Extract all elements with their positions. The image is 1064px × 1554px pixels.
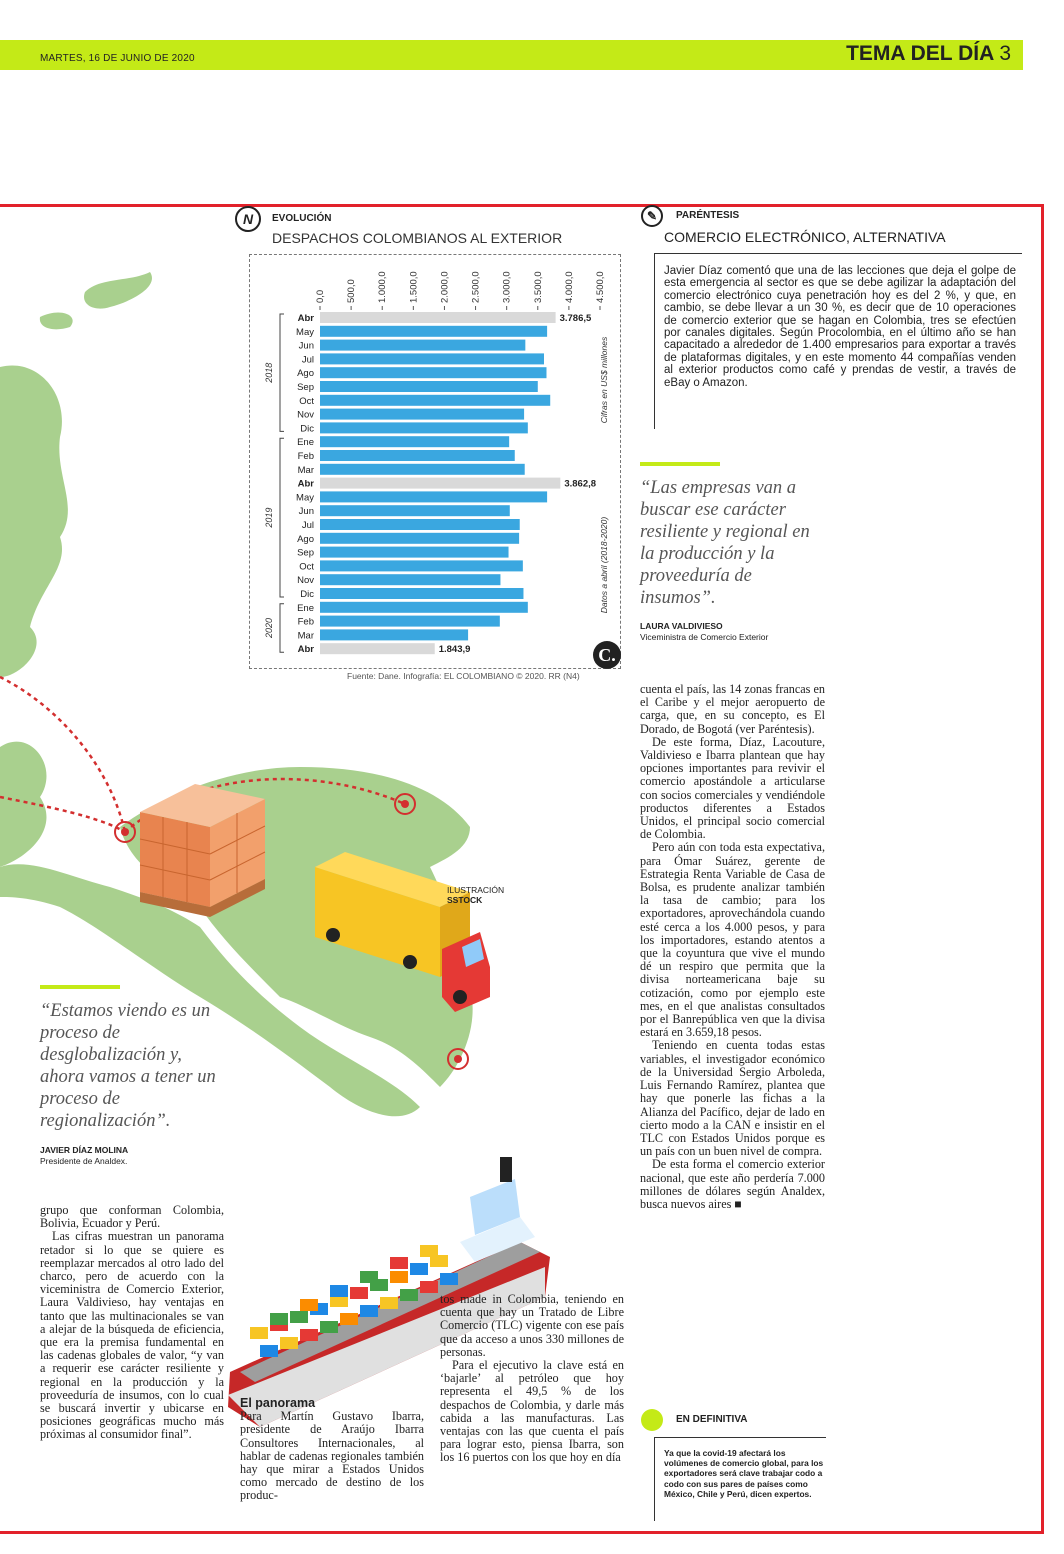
x-tick-label: 1.000,0 xyxy=(377,271,389,303)
bar xyxy=(320,588,523,599)
year-bracket xyxy=(280,314,284,431)
bar xyxy=(320,574,500,585)
bar xyxy=(320,505,510,516)
category-label: Sep xyxy=(297,547,314,559)
x-tick-label: 4.500,0 xyxy=(595,271,606,303)
parentesis-kicker: PARÉNTESIS xyxy=(676,210,740,221)
quote-accent-bar xyxy=(640,462,720,466)
unit-note: Cifras en US$ millones xyxy=(599,336,609,424)
page-number: 3 xyxy=(999,42,1011,65)
category-label: May xyxy=(296,326,314,338)
year-bracket xyxy=(280,438,284,597)
x-tick-label: 2.000,0 xyxy=(439,271,451,303)
article-paragraph: Pero aún con toda esta expectativa, para Ómar Suárez, gerente de Estrategia Renta Variable de Casa de Bolsa, es prudente analizar también la tasa de cambio; para los exportadores, aprovechándola cuando esté cerca a los 4.000 pesos, y para los importadores, estando atentos a que la coyuntura que vive el mundo dé un respiro que permita que la divisa norteamericana baje su cotización, como por ejemplo este mes, en el que analistas consultados por el Banrepública ven que la divisa estará en 3.659,18 pesos. xyxy=(640,840,825,1040)
chart-container xyxy=(249,254,621,669)
caribbean-island xyxy=(84,272,152,309)
section-name: TEMA DEL DÍA xyxy=(846,42,994,65)
bar xyxy=(320,409,524,420)
article-paragraph: Para Martín Gustavo Ibarra, presidente de Araújo Ibarra Consultores Internacionales, al hablar de cadenas regionales también hay que mirar a Estados Unidos como mercado de destino de los produc- xyxy=(240,1409,424,1503)
bar xyxy=(320,436,509,447)
category-label: Feb xyxy=(297,616,314,628)
article-paragraph: De esta forma el comercio exterior nacional, que este año perdería 7.000 millones de dólares según Analdex, busca nuevos aires ■ xyxy=(640,1157,825,1211)
bar xyxy=(320,616,500,627)
divider xyxy=(654,253,1022,254)
bar xyxy=(320,602,528,613)
article-paragraph: grupo que conforman Colombia, Bolivia, Ecuador y Perú. xyxy=(40,1203,224,1231)
article-paragraph: tos made in Colombia, teniendo en cuenta que hay un Tratado de Libre Comercio (TLC) vigente con ese país que da acceso a unos 330 millones de personas. xyxy=(440,1292,624,1359)
category-label: Sep xyxy=(297,382,314,393)
article-paragraph: Para el ejecutivo la clave está en ‘bajarle’ al petróleo que hoy representa el 49,5 % de los despachos de Colombia, y darle más cabida a las manufacturas. Las ventajas con las que cuenta el país para lograr esto, piensa Ibarra, son los 16 puertos con los que hoy en día xyxy=(440,1358,624,1465)
section-title xyxy=(846,42,1011,66)
illustration-agency: SSTOCK xyxy=(447,895,483,905)
x-tick-label: 3.000,0 xyxy=(501,271,513,303)
category-label: Feb xyxy=(297,451,314,462)
bar xyxy=(320,560,523,571)
category-label: Oct xyxy=(299,395,314,407)
category-label: Abr xyxy=(297,313,314,324)
category-label: Dic xyxy=(300,423,314,435)
x-tick-label: 0,0 xyxy=(315,289,326,303)
year-label: 2019 xyxy=(264,507,274,528)
category-label: Dic xyxy=(300,589,314,600)
illustration-label: ILUSTRACIÓN xyxy=(447,885,505,895)
chart-source: Fuente: Dane. Infografía: EL COLOMBIANO © 2020. RR (N4) xyxy=(347,671,580,681)
x-tick-label: 1.500,0 xyxy=(408,271,420,303)
divider xyxy=(654,1437,826,1438)
bar xyxy=(320,450,515,461)
year-bracket xyxy=(280,604,284,652)
bar xyxy=(320,629,468,640)
bar xyxy=(320,395,550,406)
article-column-2 xyxy=(240,1397,424,1503)
category-label: Abr xyxy=(297,478,314,490)
divider xyxy=(654,1437,655,1521)
category-label: May xyxy=(296,492,314,504)
x-tick-label: 500,0 xyxy=(346,279,358,303)
bar xyxy=(320,478,560,489)
bar xyxy=(320,353,544,364)
pull-quote: “Las empresas van a buscar ese carácter resiliente y regional en la producción y la proveeduría de insumos”. xyxy=(640,478,810,608)
x-tick-label: 4.000,0 xyxy=(563,271,575,303)
category-label: Mar xyxy=(297,630,314,642)
pull-quote: “Estamos viendo es un proceso de desglobalización y, ahora vamos a tener un proceso de regionalización”. xyxy=(40,1001,216,1131)
parentesis-title: COMERCIO ELECTRÓNICO, ALTERNATIVA xyxy=(664,229,946,245)
quote-accent-bar xyxy=(40,985,120,989)
x-tick-label: 3.500,0 xyxy=(532,271,544,303)
n-logo-icon: N xyxy=(235,206,261,232)
bar xyxy=(320,533,519,544)
category-label: Ago xyxy=(297,533,314,545)
definitiva-body: Ya que la covid-19 afectará los volúmenes de comercio global, para los exportadores será clave trabajar codo a codo con sus pares de países como México, Chile y Perú, dicen expertos. xyxy=(664,1448,824,1499)
category-label: Nov xyxy=(297,409,314,421)
category-label: Abr xyxy=(297,644,314,656)
article-column-3 xyxy=(440,1293,624,1465)
article-paragraph: Las cifras muestran un panorama retador si lo que se quiere es reemplazar mercados al otro lado del charco, pero de acuerdo con la viceministra de Comercio Exterior, Laura Valdivieso, hay ventajas en tanto que las multinacionales se van a alejar de la búsqueda de eficiencia, que era la premisa fundamental en las cadenas globales de valor, “y van a requerir ese carácter resiliente y regional en la producción y la proveeduría de insumos, con lo cual se buscará invertir y ubicarse en posiciones geográficas mucho más próximas al consumidor final”. xyxy=(40,1229,224,1442)
category-label: Jun xyxy=(298,340,314,352)
category-label: Ene xyxy=(297,602,314,614)
category-label: Ago xyxy=(297,368,314,380)
category-label: Jul xyxy=(301,354,314,366)
bar xyxy=(320,547,509,558)
pin-icon: ✎ xyxy=(641,205,663,227)
definitiva-kicker: EN DEFINITIVA xyxy=(676,1414,748,1425)
year-label: 2018 xyxy=(264,362,274,383)
caribbean-island xyxy=(40,312,73,329)
x-tick-label: 2.500,0 xyxy=(470,271,482,303)
divider xyxy=(654,253,655,429)
quote-author-role: Viceministra de Comercio Exterior xyxy=(640,632,769,642)
bar-chart xyxy=(250,255,622,670)
article-paragraph: cuenta el país, las 14 zonas francas en el Caribe y el mejor aeropuerto de carga, que, en su concepto, es El Dorado, de Bogotá (ver Paréntesis). xyxy=(640,682,825,736)
bar xyxy=(320,464,525,475)
el-colombiano-logo-icon: C. xyxy=(593,641,621,669)
article-paragraph: De este forma, Díaz, Lacouture, Valdivieso e Ibarra plantean que hay opciones importantes para revivir el comercio apostándole a articularse con socios comerciales y vendiéndole productos diferentes a Estados Unidos, el principal socio comercial de Colombia. xyxy=(640,734,825,842)
bar xyxy=(320,340,525,351)
bar xyxy=(320,422,528,433)
data-label: 3.786,5 xyxy=(559,313,592,324)
parentesis-body: Javier Díaz comentó que una de las lecciones que deja el golpe de esta emergencia al sector es que se debe agilizar la adaptación del comercio electrónico cuya penetración hoy es del 2 %, y que, en cambio, se debe llevar a un 30 %, es decir que de 10 operaciones de comercio exterior que se hagan en Colombia, tres se efectúen por canales digitales. Según Procolombia, en el último año se han capacitado a alrededor de 1.400 empresarios para exportar a través de plataformas digitales, y en este momento 44 compañías venden al exterior productos como café y prendas de vestir, a través de eBay o Amazon. xyxy=(664,265,1016,389)
quote-author: LAURA VALDIVIESO xyxy=(640,621,723,631)
bar xyxy=(320,367,546,378)
data-label: 1.843,9 xyxy=(438,644,471,656)
bar xyxy=(320,491,547,502)
subheading: El panorama xyxy=(240,1396,316,1410)
category-label: Ene xyxy=(297,437,314,449)
issue-date: MARTES, 16 DE JUNIO DE 2020 xyxy=(40,53,195,64)
category-label: Jul xyxy=(301,520,314,531)
chart-title: DESPACHOS COLOMBIANOS AL EXTERIOR xyxy=(272,230,563,246)
year-label: 2020 xyxy=(264,617,274,639)
bar xyxy=(320,643,435,654)
data-label: 3.862,8 xyxy=(564,478,597,490)
bar xyxy=(320,326,547,337)
north-america-landmass xyxy=(0,365,68,677)
header-bar xyxy=(0,40,1023,70)
article-paragraph: Teniendo en cuenta todas estas variables, el investigador económico de la Universidad Sergio Arboleda, Luis Fernando Ramírez, plantea que hay que ponerle las fichas a la Alianza del Pacífico, dejar de lado en cierto modo a la CAN e insistir en el TLC con Estados Unidos porque es un país con un buen nivel de compra. xyxy=(640,1038,825,1159)
chart-kicker: EVOLUCIÓN xyxy=(272,213,332,224)
cargo-pallet xyxy=(140,784,265,917)
category-label: Nov xyxy=(297,575,314,587)
checker-icon xyxy=(641,1409,663,1431)
article-column-1 xyxy=(40,1204,224,1442)
bar xyxy=(320,519,520,530)
bar xyxy=(320,312,556,323)
category-label: Jun xyxy=(298,506,314,518)
illustration-credit xyxy=(447,885,504,905)
bar xyxy=(320,381,538,392)
range-note: Datos a abril (2018-2020) xyxy=(599,516,609,614)
category-label: Mar xyxy=(297,464,314,476)
quote-author-role: Presidente de Analdex. xyxy=(40,1156,128,1166)
article-column-4 xyxy=(640,683,825,1211)
category-label: Oct xyxy=(299,561,314,573)
quote-author: JAVIER DÍAZ MOLINA xyxy=(40,1145,129,1155)
